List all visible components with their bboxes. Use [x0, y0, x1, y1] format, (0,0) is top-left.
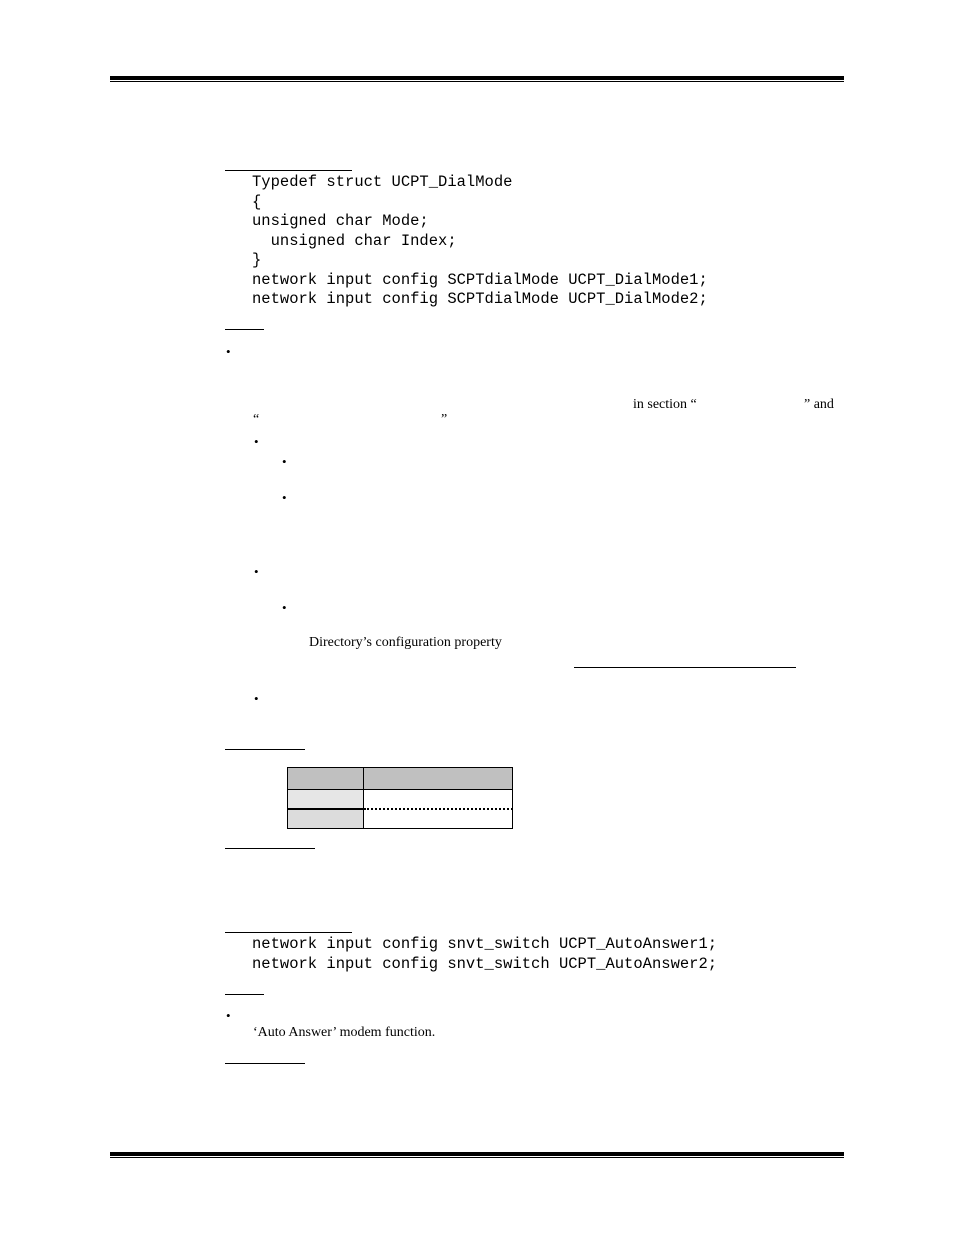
- code-line: Typedef struct UCPT_DialMode: [252, 173, 513, 191]
- code-line: unsigned char Index;: [252, 231, 457, 250]
- auto-answer-text: ‘Auto Answer’ modem function.: [253, 1025, 436, 1040]
- bullet: •: [282, 454, 287, 469]
- usage-heading-underline: [225, 329, 264, 330]
- code-line: network input config SCPTdialMode UCPT_DialMode2;: [252, 290, 708, 308]
- code-line: {: [252, 192, 262, 211]
- quote-close: ”: [441, 412, 448, 427]
- quote-open: “: [253, 412, 260, 427]
- table-cell: [288, 809, 364, 829]
- code-line: unsigned char Mode;: [252, 212, 429, 230]
- dialmode-code-block: [252, 173, 708, 310]
- code-line: }: [252, 251, 262, 269]
- values-heading-underline: [225, 749, 305, 750]
- table-row: [288, 809, 513, 829]
- table-cell: [364, 790, 513, 810]
- table-cell: [364, 809, 513, 829]
- values-heading-underline: [225, 1063, 305, 1064]
- bullet: •: [282, 490, 287, 505]
- bullet: •: [254, 564, 259, 579]
- bullet: •: [254, 691, 259, 706]
- section-reference-prefix: in section “: [633, 397, 697, 412]
- table-row: [288, 790, 513, 810]
- autoanswer-code-block: [252, 935, 717, 974]
- header-rule-thick: [110, 76, 844, 80]
- cross-reference-link-underline: [574, 667, 796, 668]
- directory-config-text: Directory’s configuration property: [309, 635, 502, 650]
- bullet: •: [254, 434, 259, 449]
- syntax-heading-underline: [225, 932, 352, 933]
- code-line: network input config SCPTdialMode UCPT_DialMode1;: [252, 270, 708, 289]
- syntax-heading-underline: [225, 170, 352, 171]
- table-header-cell: [288, 768, 364, 790]
- code-line: network input config snvt_switch UCPT_AutoAnswer2;: [252, 954, 718, 973]
- bullet: •: [282, 600, 287, 615]
- bullet: •: [226, 1008, 231, 1023]
- values-table: [287, 767, 513, 829]
- footer-rule-thick: [110, 1152, 844, 1156]
- bullet: •: [226, 344, 231, 359]
- table-cell: [288, 790, 364, 810]
- footer-rule-thin: [110, 1157, 844, 1158]
- section-reference-and: ” and: [804, 397, 834, 412]
- table-header-cell: [364, 768, 513, 790]
- usage-heading-underline: [225, 994, 264, 995]
- table-header-row: [288, 768, 513, 790]
- header-rule-thin: [110, 81, 844, 82]
- code-line: network input config snvt_switch UCPT_AutoAnswer1;: [252, 935, 718, 953]
- default-heading-underline: [225, 848, 315, 849]
